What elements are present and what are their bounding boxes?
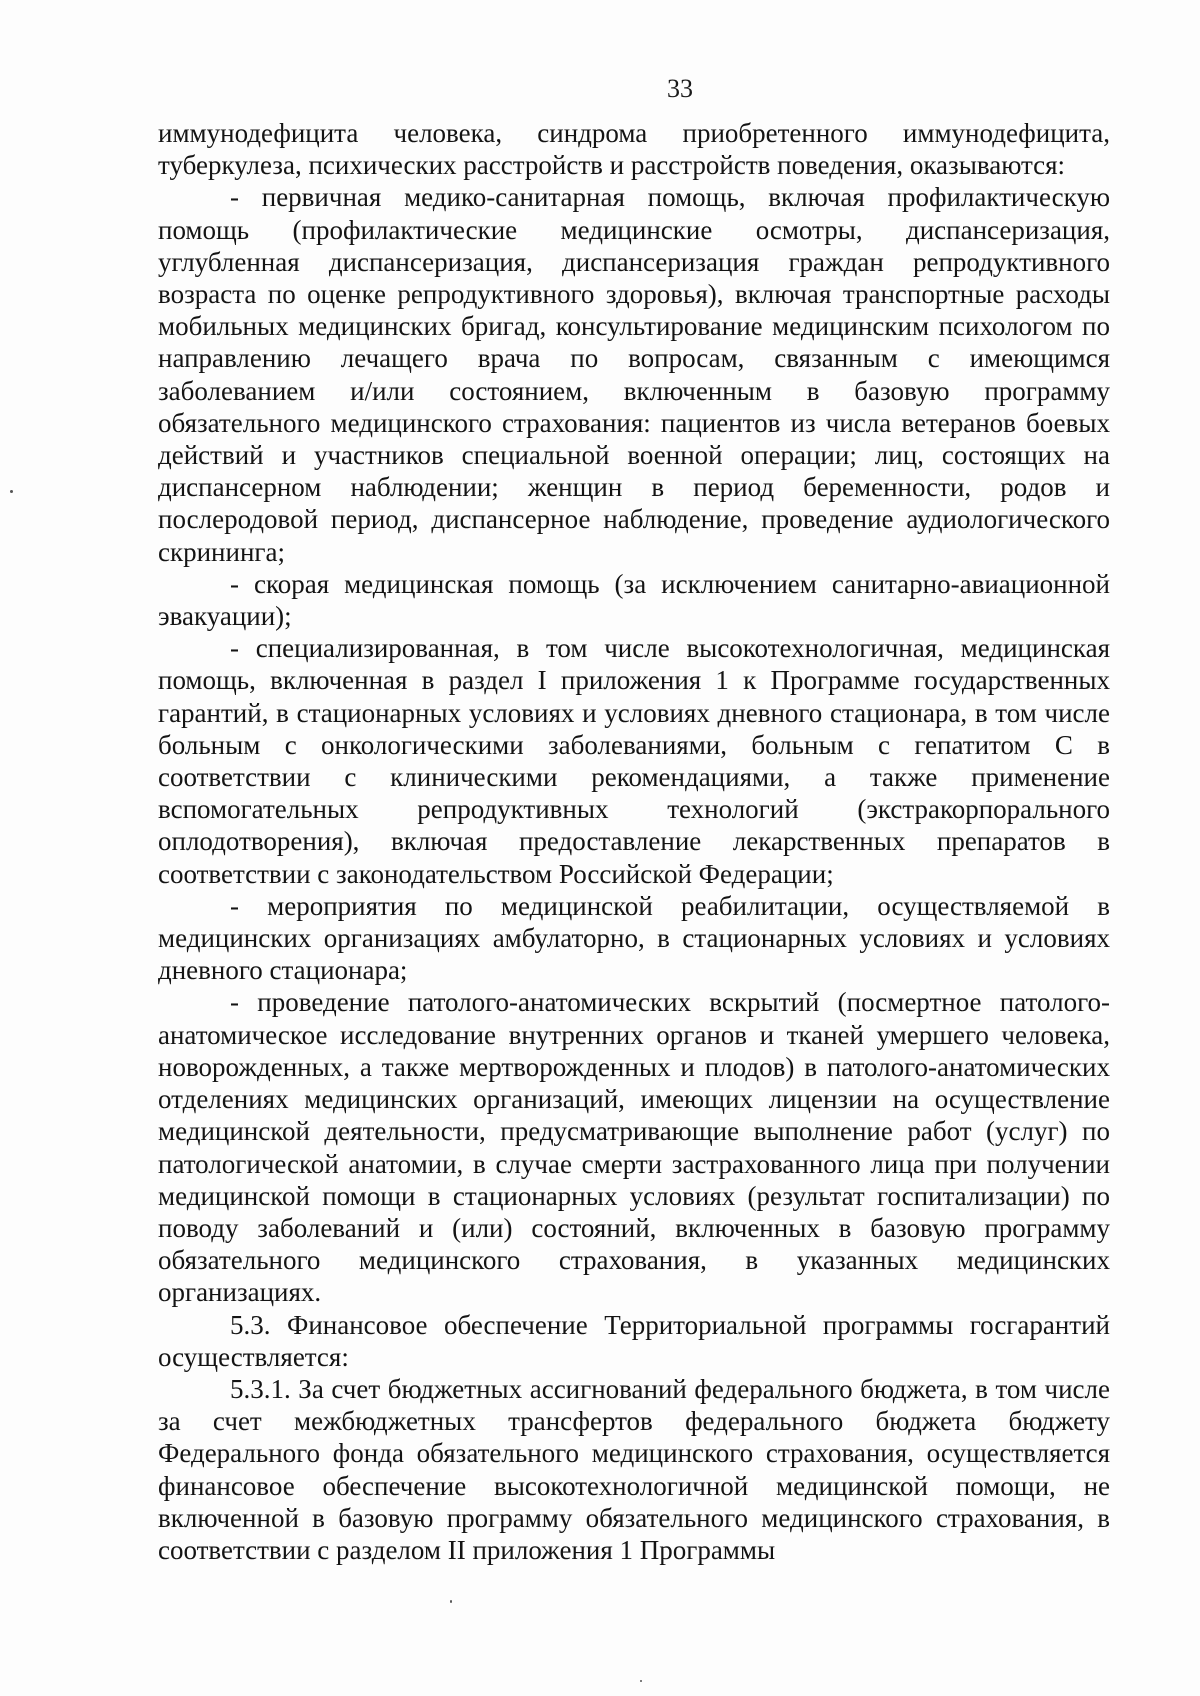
paragraph-primary-care: - первичная медико-санитарная помощь, включая профилактическую помощь (профилактические медицинские осмотры, диспансеризация, углубленная диспансеризация, диспансеризация граждан репродуктивного возраста по оценке репродуктивного здоровья), включая транспортные расходы мобильных медицинских бригад, консультирование медицинским психологом по направлению лечащего врача по вопросам, связанным с имеющимся заболеванием и/или состоянием, включенным в базовую программу обязательного медицинского страхования: пациентов из числа ветеранов боевых действий и участников специальной военной операции; лиц, состоящих на диспансерном наблюдении; женщин в период беременности, родов и послеродовой период, диспансерное наблюдение, проведение аудиологического скрининга; <box>158 182 1110 567</box>
paragraph-rehabilitation: - мероприятия по медицинской реабилитации, осуществляемой в медицинских организациях амбулаторно, в стационарных условиях и условиях дневного стационара; <box>158 890 1110 986</box>
paragraph-specialized-care: - специализированная, в том числе высокотехнологичная, медицинская помощь, включенная в раздел I приложения 1 к Программе государственных гарантий, в стационарных условиях и условиях дневного стационара, в том числе больным с онкологическими заболеваниями, больным с гепатитом С в соответствии с клиническими рекомендациями, а также применение вспомогательных репродуктивных технологий (экстракорпорального оплодотворения), включая предоставление лекарственных препаратов в соответствии с законодательством Российской Федерации; <box>158 633 1110 889</box>
scan-speck <box>640 1680 642 1682</box>
paragraph-section-5-3-1: 5.3.1. За счет бюджетных ассигнований федерального бюджета, в том числе за счет межбюджетных трансфертов федерального бюджета бюджету Федерального фонда обязательного медицинского страхования, осуществляется финансовое обеспечение высокотехнологичной медицинской помощи, не включенной в базовую программу обязательного медицинского страхования, в соответствии с разделом II приложения 1 Программы <box>158 1373 1110 1565</box>
paragraph-section-5-3: 5.3. Финансовое обеспечение Территориальной программы госгарантий осуществляется: <box>158 1309 1110 1372</box>
document-body <box>158 117 1110 1566</box>
scan-speck <box>10 490 13 493</box>
page-number: 33 <box>667 74 693 103</box>
paragraph-continuation: иммунодефицита человека, синдрома приобретенного иммунодефицита, туберкулеза, психических расстройств и расстройств поведения, оказываются: <box>158 118 1110 181</box>
paragraph-autopsies: - проведение патолого-анатомических вскрытий (посмертное патолого-анатомическое исследование внутренних органов и тканей умершего человека, новорожденных, а также мертворожденных и плодов) в патолого-анатомических отделениях медицинских организаций, имеющих лицензии на осуществление медицинской деятельности, предусматривающие выполнение работ (услуг) по патологической анатомии, в случае смерти застрахованного лица при получении медицинской помощи в стационарных условиях (результат госпитализации) по поводу заболеваний и (или) состояний, включенных в базовую программу обязательного медицинского страхования, в указанных медицинских организациях. <box>158 987 1110 1308</box>
paragraph-emergency-care: - скорая медицинская помощь (за исключением санитарно-авиационной эвакуации); <box>158 568 1110 632</box>
scan-speck <box>450 1600 452 1603</box>
